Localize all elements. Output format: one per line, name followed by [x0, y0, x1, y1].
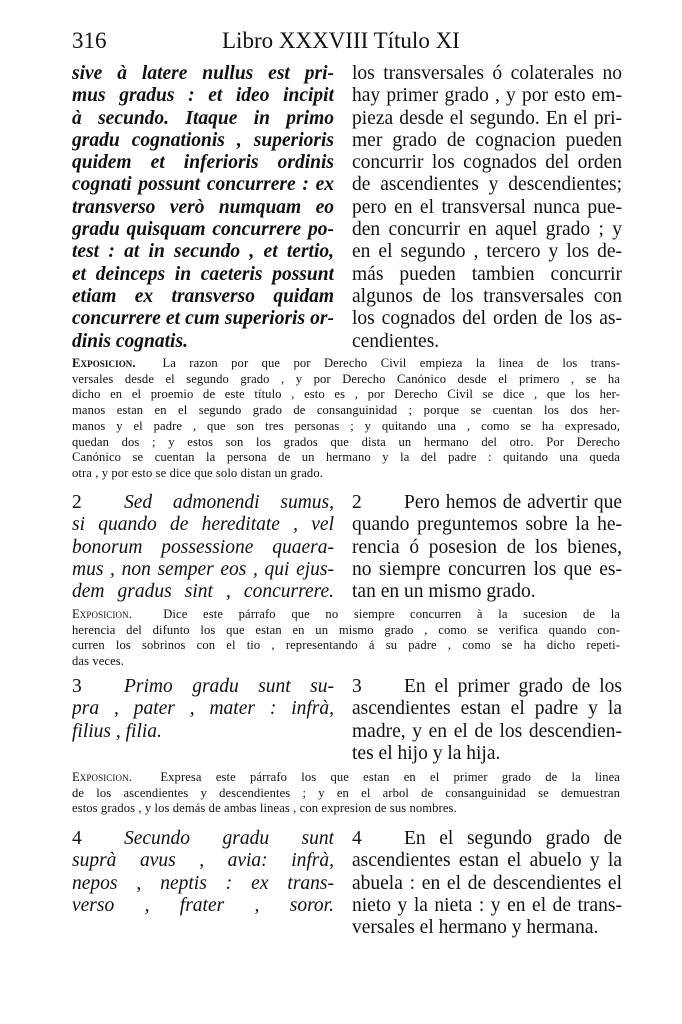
commentary-text: Dice este párrafo que no siempre concurren à la sucesion de la — [163, 607, 620, 621]
commentary-line: otra , y por esto se dice que solo distan un grado. — [72, 465, 323, 480]
text-line: bonorum possessione quaera- — [72, 536, 334, 558]
exposicion-2 — [72, 607, 620, 670]
exposicion-1 — [72, 356, 620, 482]
text-line: quando preguntemos sobre la he- — [352, 514, 622, 536]
spanish-text-1 — [352, 63, 622, 353]
text-line: den concurrir en aquel grado ; y — [352, 219, 622, 241]
text-line — [352, 828, 622, 850]
text-line: gradu quisquam concurrere po- — [72, 219, 334, 241]
text-span: Primo gradu sunt su- — [124, 676, 334, 697]
text-line — [72, 492, 334, 514]
section-number: 4 — [72, 828, 82, 849]
section-number: 3 — [72, 676, 82, 697]
text-line: nepos , neptis : ex trans- — [72, 872, 334, 894]
commentary-line — [72, 770, 620, 786]
commentary-line: versales desde el segundo grado , y por Derecho Canónico desde el primero , se ha — [72, 371, 620, 386]
text-line: dinis cognatis. — [72, 330, 188, 352]
text-span: Sed admonendi sumus, — [124, 492, 334, 513]
spanish-text-2 — [352, 492, 622, 603]
text-line: mus , non semper eos , qui ejus- — [72, 558, 334, 580]
text-line: nieto y la nieta : y en el de trans- — [352, 894, 622, 916]
commentary-text: La razon por que por Derecho Civil empieza la linea de los trans- — [162, 356, 620, 370]
text-line: tes el hijo y la hija. — [352, 742, 501, 764]
page-header — [72, 28, 620, 62]
exposicion-label: Exposicion. — [72, 607, 132, 621]
text-line: suprà avus , avia: infrà, — [72, 850, 334, 872]
text-span: Pero hemos de advertir que — [404, 492, 622, 513]
text-line: los cognados del orden de los as- — [352, 308, 622, 330]
text-line: de ascendientes y descendientes; — [352, 174, 622, 196]
text-line: más pueden tambien concurrir — [352, 263, 622, 285]
text-line: test : at in secundo , et tertio, — [72, 241, 334, 263]
latin-text-3 — [72, 676, 334, 743]
text-line: abuela : en el de descendientes el — [352, 872, 622, 894]
text-line: concurrere et cum superioris or- — [72, 308, 334, 330]
commentary-line: quedan dos ; y estos son los grados que dista un hermano del otro. Por Derecho — [72, 434, 620, 449]
text-line: los transversales ó colaterales no — [352, 63, 622, 84]
commentary-line: curren los sobrinos con el tio , representando á su padre , como se ha dicho repeti- — [72, 638, 620, 653]
text-span: Secundo gradu sunt — [124, 828, 334, 849]
commentary-line — [72, 356, 620, 372]
text-line: pero en el transversal nunca pue- — [352, 196, 622, 218]
text-line: no siempre concurren los que es- — [352, 558, 622, 580]
commentary-line: de los ascendientes y descendientes ; y en el arbol de consanguinidad se demuestran — [72, 785, 620, 800]
text-line: filius , filia. — [72, 720, 162, 742]
commentary-line: das veces. — [72, 654, 125, 669]
text-line: concurrir los cognados del orden — [352, 152, 622, 174]
text-line: ascendientes estan el padre y la — [352, 698, 622, 720]
exposicion-3 — [72, 770, 620, 817]
text-line: cendientes. — [352, 330, 440, 352]
commentary-text: Expresa este párrafo los que estan en el primer grado de la linea — [160, 770, 620, 784]
text-line: mus gradus : et ideo incipit — [72, 85, 334, 107]
exposicion-label: Exposicion. — [72, 770, 132, 784]
text-line — [352, 492, 622, 514]
text-line — [72, 828, 334, 850]
commentary-line: manos estan en el segundo grado de consanguinidad ; porque se cuentan los dos her- — [72, 403, 620, 418]
text-line: rencia ó posesion de los bienes, — [352, 536, 622, 558]
commentary-line: estos grados , y los demás de ambas lineas , con expresion de sus nombres. — [72, 801, 457, 816]
text-line: sive à latere nullus est pri- — [72, 63, 334, 84]
text-line: si quando de hereditate , vel — [72, 514, 334, 536]
spanish-text-4 — [352, 828, 622, 939]
text-line: à secundo. Itaque in primo — [72, 107, 334, 129]
latin-text-1 — [72, 63, 334, 353]
page-number: 316 — [72, 28, 107, 53]
text-line: gradu cognationis , superioris — [72, 129, 334, 151]
text-line — [72, 676, 334, 698]
text-line: cognati possunt concurrere : ex — [72, 174, 334, 196]
section-number: 2 — [72, 492, 82, 513]
text-line: transverso verò numquam eo — [72, 196, 334, 218]
text-line: etiam ex transverso quidam — [72, 285, 334, 307]
commentary-line: dicho en el proemio de este título , esto es , por Derecho Civil se dice , que los her- — [72, 387, 620, 402]
section-number: 3 — [352, 676, 362, 697]
commentary-line: manos y el padre , que son tres personas ; y quitando una , como se ha expresado, — [72, 418, 620, 433]
spanish-text-3 — [352, 676, 622, 765]
text-line: et deinceps in caeteris possunt — [72, 263, 334, 285]
section-number: 4 — [352, 828, 362, 849]
text-line: algunos de los transversales con — [352, 285, 622, 307]
text-span: En el segundo grado de — [404, 828, 622, 849]
exposicion-label: Exposicion. — [72, 356, 136, 370]
text-line: mer grado de cognacion pueden — [352, 129, 622, 151]
text-line: madre, y en el de los descendien- — [352, 720, 622, 742]
text-line: versales el hermano y hermana. — [352, 917, 599, 939]
commentary-line: Canónico se cuentan la persona de un hermano y la del padre : quitando una queda — [72, 450, 620, 465]
text-line: ascendientes estan el abuelo y la — [352, 850, 622, 872]
text-line: verso , frater , soror. — [72, 894, 334, 916]
text-span: En el primer grado de los — [404, 676, 622, 697]
text-line: en el segundo , tercero y los de- — [352, 241, 622, 263]
text-line: dem gradus sint , concurrere. — [72, 581, 334, 603]
text-line: tan en un mismo grado. — [352, 581, 536, 603]
commentary-line: herencia del difunto los que estan en un mismo grado , como se verifica quando con- — [72, 622, 620, 637]
running-title: Libro XXXVIII Título XI — [222, 28, 460, 53]
section-number: 2 — [352, 492, 362, 513]
text-line: hay primer grado , y por esto em- — [352, 85, 622, 107]
text-line: pra , pater , mater : infrà, — [72, 698, 334, 720]
latin-text-4 — [72, 828, 334, 917]
commentary-line — [72, 607, 620, 623]
latin-text-2 — [72, 492, 334, 603]
text-line: quidem et inferioris ordinis — [72, 152, 334, 174]
text-line — [352, 676, 622, 698]
text-line: pieza desde el segundo. En el pri- — [352, 107, 622, 129]
